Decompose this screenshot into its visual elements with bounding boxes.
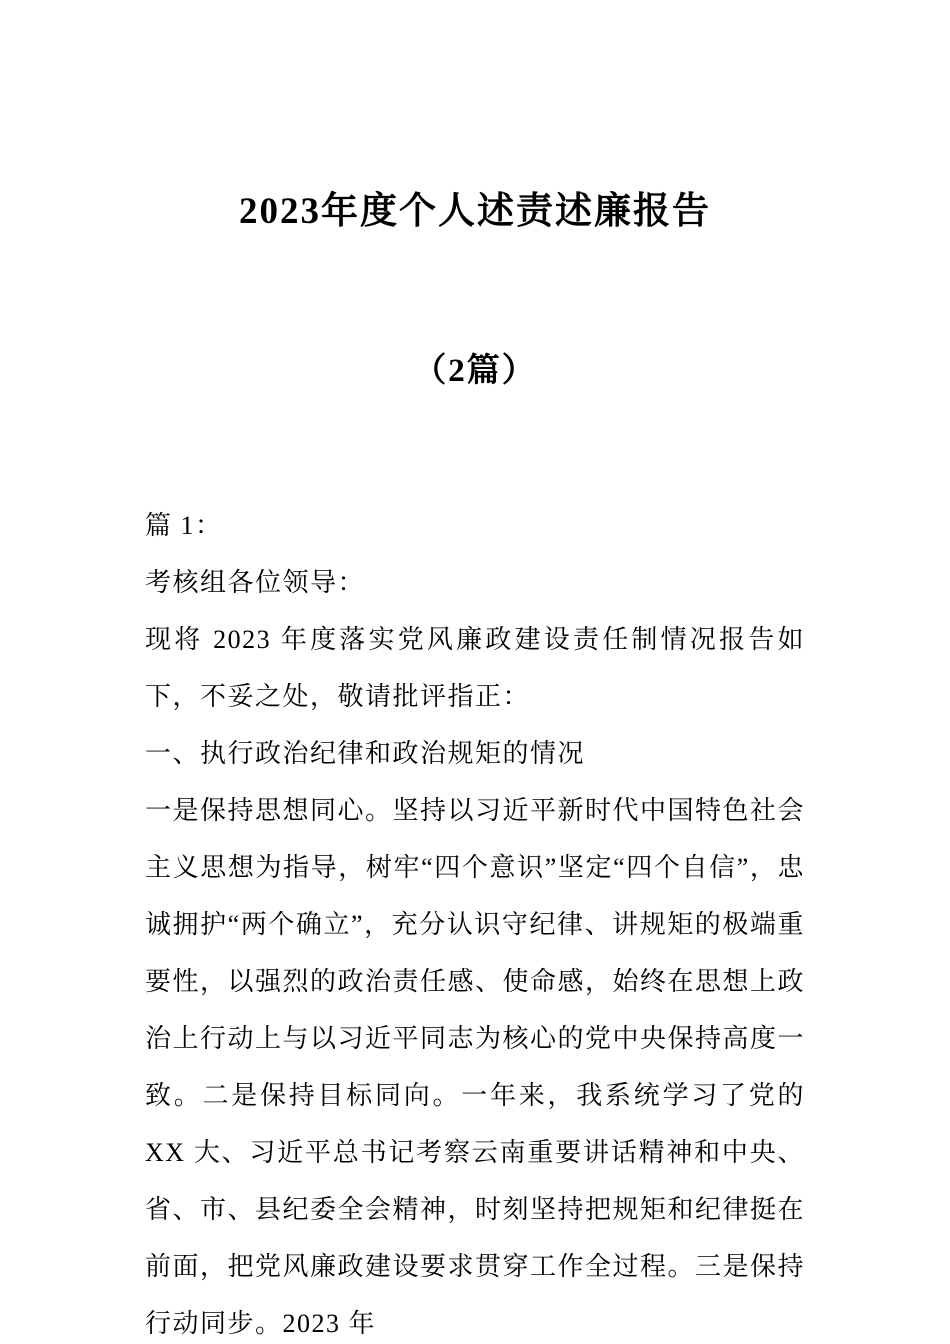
document-body <box>145 497 805 1344</box>
paragraph-piece-label: 篇 1： <box>145 510 223 540</box>
paragraph-intro: 现将 2023 年度落实党风廉政建设责任制情况报告如下，不妥之处，敬请批评指正： <box>145 624 805 711</box>
paragraph-section-heading: 一、执行政治纪律和政治规矩的情况 <box>145 738 586 768</box>
document-title: 2023年度个人述责述廉报告 <box>239 191 711 232</box>
document-subtitle: （2篇） <box>413 353 537 390</box>
paragraph-salutation: 考核组各位领导： <box>145 567 366 597</box>
paragraph-body-text: 一是保持思想同心。坚持以习近平新时代中国特色社会主义思想为指导，树牢“四个意识”坚定“四个自信”，忠诚拥护“两个确立”，充分认识守纪律、讲规矩的极端重要性，以强烈的政治责任感、使命感，始终在思想上政治上行动上与以习近平同志为核心的党中央保持高度一致。二是保持目标同向。一年来，我系统学习了党的 XX 大、习近平总书记考察云南重要讲话精神和中央、省、市、县纪委全会精神，时刻坚持把规矩和纪律挺在前面，把党风廉政建设要求贯穿工作全过程。三是保持行动同步。2023 年 <box>145 795 806 1338</box>
